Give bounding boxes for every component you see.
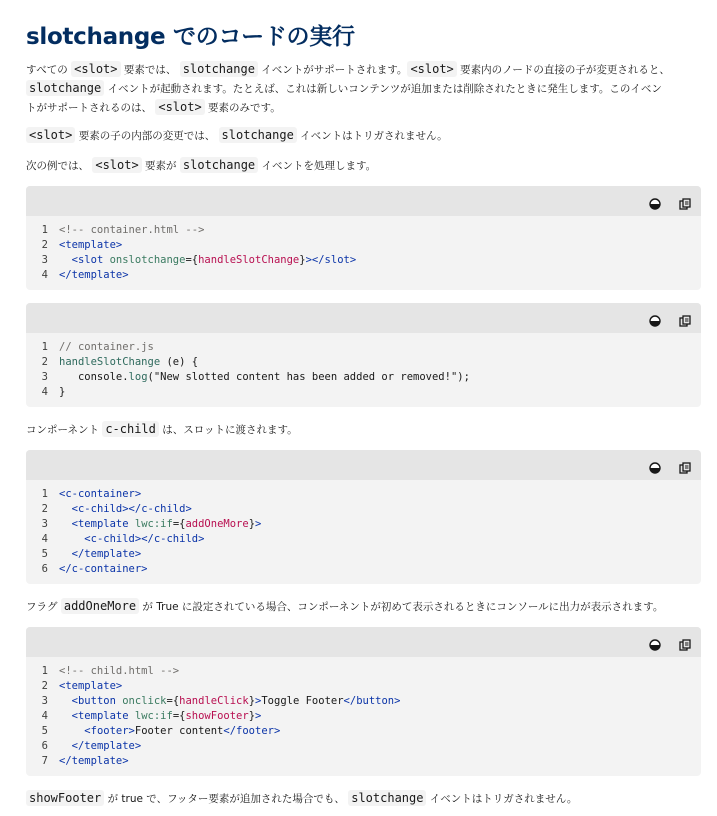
footer-note [26, 789, 701, 808]
inline-code: <slot> [155, 99, 204, 115]
code-token: handleSlotChange [198, 254, 300, 266]
code-token: Footer content [134, 725, 224, 737]
text-segment: コンポーネント [26, 424, 103, 436]
inline-code: slotchange [348, 790, 426, 806]
code-line [26, 547, 701, 562]
code-token: lwc:if [134, 710, 173, 722]
code-token: > [255, 518, 262, 530]
code-token: <c-child></c-child> [71, 503, 192, 515]
theme-toggle-icon[interactable] [649, 195, 661, 207]
code-token: <template [71, 518, 135, 530]
code-token: </template> [59, 755, 129, 767]
code-line [26, 223, 701, 238]
code-line [26, 253, 701, 268]
code-token: handleClick [179, 695, 249, 707]
code-block-container-js [26, 303, 701, 407]
text-segment: 要素のみです。 [204, 102, 281, 114]
child-passed-note [26, 420, 701, 439]
code-line [26, 487, 701, 502]
code-token: <c-child></c-child> [84, 533, 205, 545]
code-token: // container.js [59, 341, 154, 353]
line-number: 6 [41, 563, 48, 575]
code-token: <!-- child.html --> [59, 665, 180, 677]
code-line [26, 385, 701, 400]
text-segment: イベントがサポートされます。 [257, 64, 408, 76]
code-token: <template> [59, 680, 123, 692]
code-token: ={ [166, 695, 180, 707]
code-token: lwc:if [134, 518, 173, 530]
code-token: </c-container> [59, 563, 148, 575]
code-token: console. [59, 371, 129, 383]
code-token: log [128, 371, 148, 383]
line-number: 4 [41, 710, 48, 722]
line-number: 5 [41, 548, 48, 560]
code-token [59, 709, 72, 724]
code-token: </template> [71, 740, 142, 752]
code-token [59, 547, 72, 562]
code-line [26, 268, 701, 283]
text-segment: が true で、フッター要素が追加された場合でも、 [104, 793, 349, 805]
code-token: ={ [172, 710, 186, 722]
text-segment: 要素の子の内部の変更では、 [75, 130, 219, 142]
code-line [26, 532, 701, 547]
line-number: 1 [41, 488, 48, 500]
code-token: onslotchange [109, 254, 186, 266]
slot-children-note [26, 126, 701, 145]
code-line [26, 754, 701, 769]
example-intro [26, 156, 701, 175]
code-token: (e) { [160, 356, 199, 368]
text-segment: フラグ [26, 601, 61, 613]
code-token: ("New slotted content has been added or removed!"); [147, 371, 470, 383]
code-toolbar [26, 186, 701, 216]
code-block-container-html [26, 186, 701, 290]
code-token: </template> [59, 269, 129, 281]
code-block-container-markup [26, 450, 701, 584]
code-lines [26, 333, 701, 400]
code-token [59, 517, 72, 532]
theme-toggle-icon[interactable] [649, 312, 661, 324]
code-token: <button [71, 695, 123, 707]
text-segment: 要素が [141, 160, 180, 172]
code-token: showFooter [185, 710, 249, 722]
inline-code: slotchange [219, 127, 297, 143]
code-block-child-html [26, 627, 701, 776]
code-token [59, 502, 72, 517]
code-lines [26, 216, 701, 283]
inline-code: addOneMore [61, 598, 139, 614]
code-token: <c-container> [59, 488, 142, 500]
line-number: 7 [41, 755, 48, 767]
code-token: } [59, 386, 66, 398]
inline-code: slotchange [180, 157, 258, 173]
inline-code: <slot> [92, 157, 141, 173]
page-title: slotchange でのコードの実行 [26, 24, 355, 50]
code-token: <!-- container.html --> [59, 224, 205, 236]
theme-toggle-icon[interactable] [649, 636, 661, 648]
code-line [26, 694, 701, 709]
intro-line-2 [26, 79, 701, 98]
text-segment: イベントを処理します。 [258, 160, 377, 172]
code-token: > [255, 710, 262, 722]
code-line [26, 709, 701, 724]
line-number: 2 [41, 503, 48, 515]
code-line [26, 664, 701, 679]
line-number: 1 [41, 224, 48, 236]
intro-paragraph [26, 60, 701, 117]
text-segment: は、スロットに渡されます。 [158, 424, 298, 436]
code-token: </button> [343, 695, 401, 707]
code-token [59, 253, 72, 268]
inline-code: <slot> [26, 127, 75, 143]
inline-code: slotchange [26, 80, 104, 96]
code-lines [26, 480, 701, 577]
code-token: } [248, 710, 256, 722]
code-token: </template> [71, 548, 142, 560]
code-token: handleSlotChange [59, 356, 161, 368]
inline-code: <slot> [407, 61, 456, 77]
code-token: } [248, 695, 256, 707]
code-line [26, 562, 701, 577]
line-number: 3 [41, 254, 48, 266]
code-token: <footer> [84, 725, 135, 737]
code-line [26, 355, 701, 370]
code-token: addOneMore [185, 518, 249, 530]
text-segment: イベントはトリガされません。 [426, 793, 578, 805]
code-line [26, 238, 701, 253]
text-segment: すべての [26, 64, 72, 76]
line-number: 3 [41, 518, 48, 530]
copy-icon[interactable] [679, 636, 691, 648]
text-segment: トがサポートされるのは、 [26, 102, 156, 114]
code-token: ={ [172, 518, 186, 530]
line-number: 2 [41, 239, 48, 251]
line-number: 4 [41, 269, 48, 281]
code-token: <template> [59, 239, 123, 251]
code-toolbar [26, 303, 701, 333]
inline-code: slotchange [180, 61, 258, 77]
code-token: onclick [122, 695, 167, 707]
code-token: <slot [71, 254, 110, 266]
line-number: 1 [41, 341, 48, 353]
flag-note [26, 597, 701, 616]
text-segment: 次の例では、 [26, 160, 93, 172]
code-token [59, 739, 72, 754]
code-line [26, 340, 701, 355]
code-line [26, 517, 701, 532]
code-token [59, 724, 84, 739]
code-token: ></slot> [305, 254, 357, 266]
inline-code: showFooter [26, 790, 104, 806]
line-number: 2 [41, 356, 48, 368]
line-number: 3 [41, 695, 48, 707]
code-line [26, 739, 701, 754]
inline-code: c-child [102, 421, 159, 437]
code-token: > [255, 695, 262, 707]
code-token: </footer> [223, 725, 281, 737]
code-line [26, 679, 701, 694]
intro-line-1 [26, 60, 701, 79]
inline-code: <slot> [71, 61, 120, 77]
copy-icon[interactable] [679, 195, 691, 207]
copy-icon[interactable] [679, 459, 691, 471]
line-number: 6 [41, 740, 48, 752]
theme-toggle-icon[interactable] [649, 459, 661, 471]
line-number: 5 [41, 725, 48, 737]
code-line [26, 724, 701, 739]
code-line [26, 502, 701, 517]
line-number: 1 [41, 665, 48, 677]
code-token: Toggle Footer [261, 695, 344, 707]
code-token: <template [71, 710, 135, 722]
code-token [59, 532, 84, 547]
text-segment: 要素では、 [120, 64, 180, 76]
code-toolbar [26, 627, 701, 657]
copy-icon[interactable] [679, 312, 691, 324]
text-segment: が True に設定されている場合、コンポーネントが初めて表示されるときにコンソールに出力が表示されます。 [139, 601, 664, 613]
code-toolbar [26, 450, 701, 480]
line-number: 2 [41, 680, 48, 692]
code-token: ={ [185, 254, 199, 266]
line-number: 3 [41, 371, 48, 383]
line-number: 4 [41, 386, 48, 398]
text-segment: 要素内のノードの直接の子が変更されると、 [456, 64, 670, 76]
text-segment: イベントはトリガされません。 [296, 130, 448, 142]
code-token: } [248, 518, 256, 530]
code-token: } [299, 254, 306, 266]
line-number: 4 [41, 533, 48, 545]
text-segment: イベントが起動されます。たとえば、これは新しいコンテンツが追加または削除されたときに発生します。このイベン [104, 83, 662, 95]
code-lines [26, 657, 701, 769]
code-line [26, 370, 701, 385]
code-token [59, 694, 72, 709]
intro-line-3 [26, 98, 701, 117]
